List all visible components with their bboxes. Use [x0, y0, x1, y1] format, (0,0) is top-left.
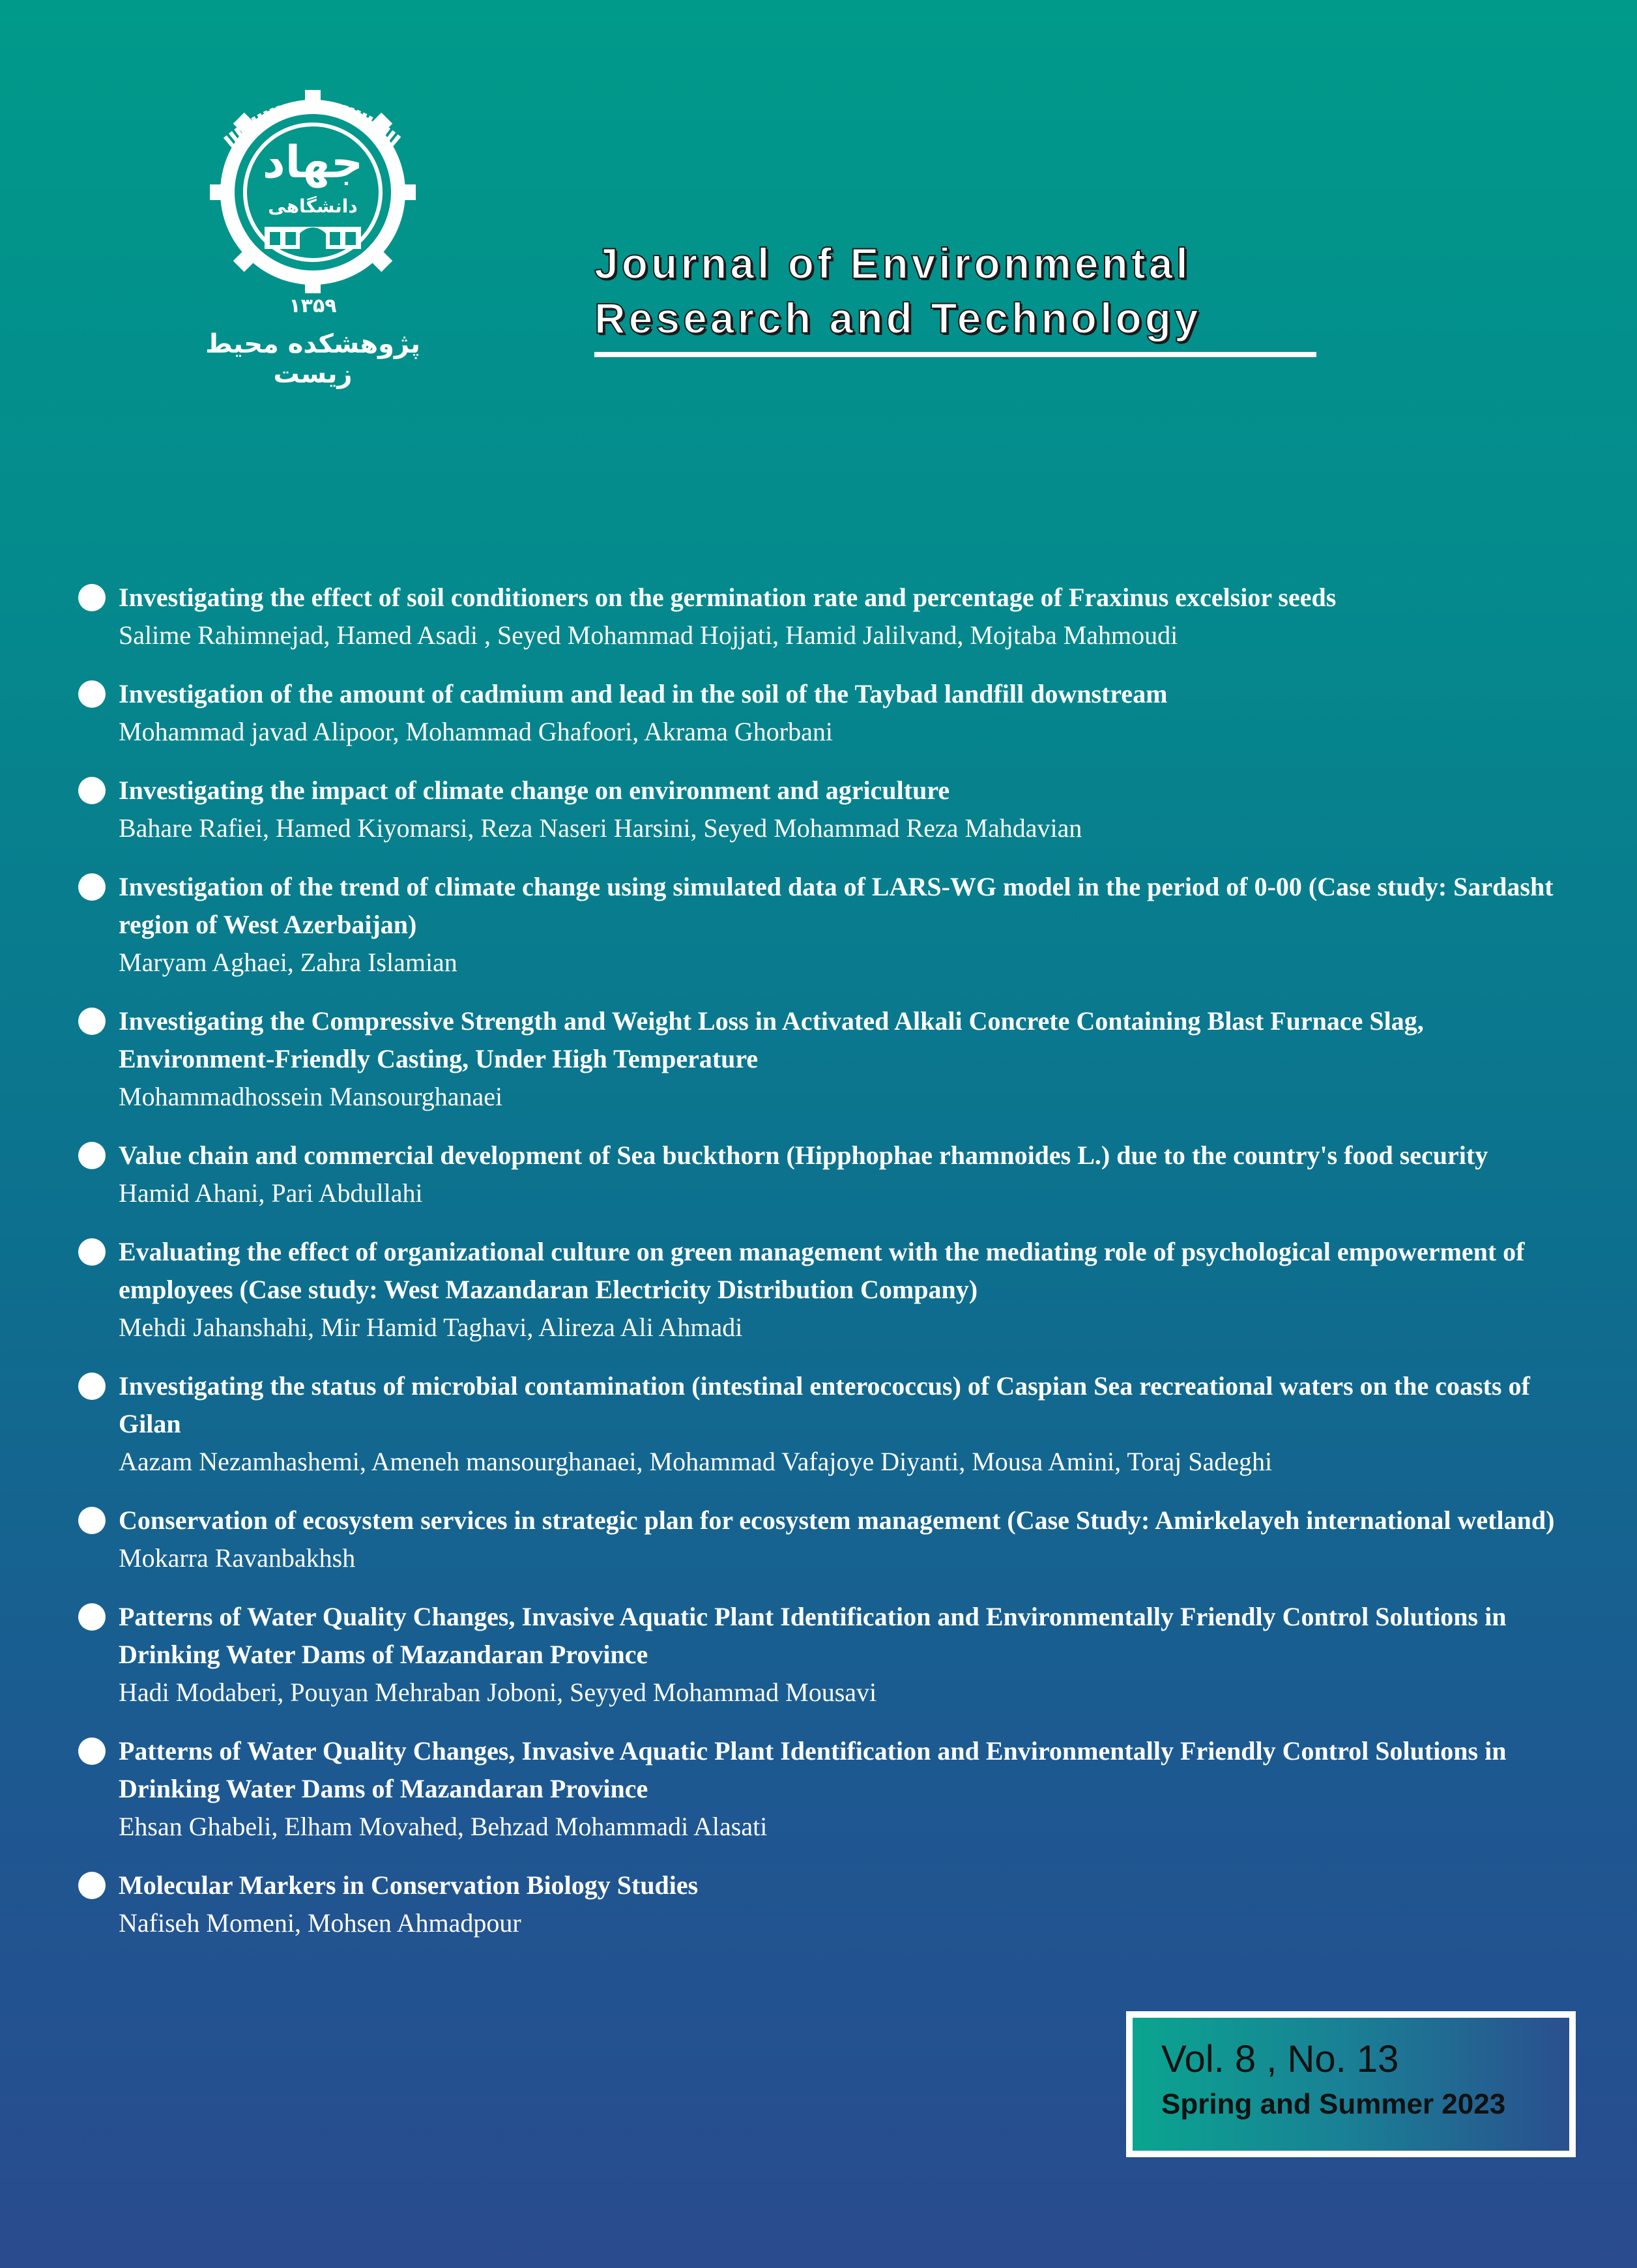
logo-name: جهاد — [262, 137, 364, 188]
bullet-icon — [78, 680, 106, 708]
jahad-emblem-icon — [202, 78, 424, 293]
article-authors: Mohammadhossein Mansourghanaei — [119, 1082, 503, 1111]
article-authors: Mokarra Ravanbakhsh — [119, 1543, 356, 1573]
article-item — [78, 1502, 1577, 1577]
article-authors: Hamid Ahani, Pari Abdullahi — [119, 1178, 423, 1208]
bullet-icon — [78, 1373, 106, 1400]
article-title: Investigating the Compressive Strength and Weight Loss in Activated Alkali Concrete Containing Blast Furnace Slag, Environment-Friendly Casting, Under High Temperature — [119, 1006, 1424, 1073]
volume-box-inner — [1133, 2018, 1569, 2151]
article-title: Evaluating the effect of organizational culture on green management with the mediating role of psychological empowerment of employees (Case study: West Mazandaran Electricity Distribution Company) — [119, 1237, 1525, 1304]
article-list — [78, 579, 1577, 1942]
volume-number: Vol. 8 , No. 13 — [1161, 2038, 1399, 2080]
article-title: Investigating the effect of soil conditioners on the germination rate and percentage of Fraxinus excelsior seeds — [119, 583, 1337, 612]
article-authors: Hadi Modaberi, Pouyan Mehraban Joboni, Seyyed Mohammad Mousavi — [119, 1678, 877, 1707]
article-item — [78, 675, 1577, 751]
volume-season: Spring and Summer 2023 — [1161, 2088, 1506, 2120]
bullet-icon — [78, 1872, 106, 1899]
article-item — [78, 1233, 1577, 1346]
article-authors: Ehsan Ghabeli, Elham Movahed, Behzad Mohammadi Alasati — [119, 1812, 768, 1841]
article-item — [78, 1598, 1577, 1711]
article-title: Patterns of Water Quality Changes, Invasive Aquatic Plant Identification and Environmentally Friendly Control Solutions in Drinking Water Dams of Mazandaran Province — [119, 1602, 1507, 1669]
article-title: Investigation of the amount of cadmium and lead in the soil of the Taybad landfill downstream — [119, 679, 1168, 708]
article-item — [78, 1732, 1577, 1846]
article-item — [78, 1367, 1577, 1481]
journal-title-line-1: Journal of Environmental — [594, 239, 1191, 287]
bullet-icon — [78, 1142, 106, 1169]
article-authors: Maryam Aghaei, Zahra Islamian — [119, 948, 457, 977]
volume-box — [1126, 2011, 1576, 2157]
journal-title — [594, 236, 1324, 345]
article-title: Patterns of Water Quality Changes, Invasive Aquatic Plant Identification and Environmentally Friendly Control Solutions in Drinking Water Dams of Mazandaran Province — [119, 1736, 1507, 1803]
bullet-icon — [78, 777, 106, 804]
publisher-logo — [202, 78, 424, 389]
article-title: Conservation of ecosystem services in strategic plan for ecosystem management (Case Study: Amirkelayeh international wetland) — [119, 1505, 1555, 1535]
article-authors: Mohammad javad Alipoor, Mohammad Ghafoori, Akrama Ghorbani — [119, 717, 833, 746]
logo-subname: دانشگاهی — [268, 196, 358, 217]
article-authors: Salime Rahimnejad, Hamed Asadi , Seyed Mohammad Hojjati, Hamid Jalilvand, Mojtaba Mahmoudi — [119, 620, 1178, 650]
article-title: Investigating the impact of climate change on environment and agriculture — [119, 776, 950, 805]
article-title: Investigation of the trend of climate change using simulated data of LARS-WG model in the period of 0-00 (Case study: Sardasht region of West Azerbaijan) — [119, 872, 1554, 939]
article-title: Value chain and commercial development of Sea buckthorn (Hipphophae rhamnoides L.) due to the country's food security — [119, 1141, 1488, 1170]
bullet-icon — [78, 1603, 106, 1631]
bullet-icon — [78, 1238, 106, 1266]
logo-institute: پژوهشکده محیط زیست — [205, 329, 420, 389]
article-item — [78, 1867, 1577, 1942]
bullet-icon — [78, 1008, 106, 1035]
bullet-icon — [78, 1737, 106, 1765]
logo-year: ۱۳۵۹ — [289, 295, 337, 317]
bullet-icon — [78, 1507, 106, 1534]
article-title: Molecular Markers in Conservation Biology Studies — [119, 1870, 699, 1900]
article-item — [78, 1002, 1577, 1116]
bullet-icon — [78, 584, 106, 611]
article-item — [78, 772, 1577, 847]
article-item — [78, 1137, 1577, 1212]
journal-title-line-2: Research and Technology — [594, 294, 1202, 342]
article-item — [78, 868, 1577, 981]
article-title: Investigating the status of microbial contamination (intestinal enterococcus) of Caspian Sea recreational waters on the coasts of Gilan — [119, 1371, 1530, 1438]
article-authors: Aazam Nezamhashemi, Ameneh mansourghanaei, Mohammad Vafajoye Diyanti, Mousa Amini, Toraj Sadeghi — [119, 1447, 1273, 1476]
title-underline — [594, 352, 1316, 357]
article-authors: Mehdi Jahanshahi, Mir Hamid Taghavi, Alireza Ali Ahmadi — [119, 1313, 743, 1342]
article-authors: Nafiseh Momeni, Mohsen Ahmadpour — [119, 1908, 521, 1938]
bullet-icon — [78, 873, 106, 901]
article-item — [78, 579, 1577, 654]
article-authors: Bahare Rafiei, Hamed Kiyomarsi, Reza Naseri Harsini, Seyed Mohammad Reza Mahdavian — [119, 813, 1082, 843]
